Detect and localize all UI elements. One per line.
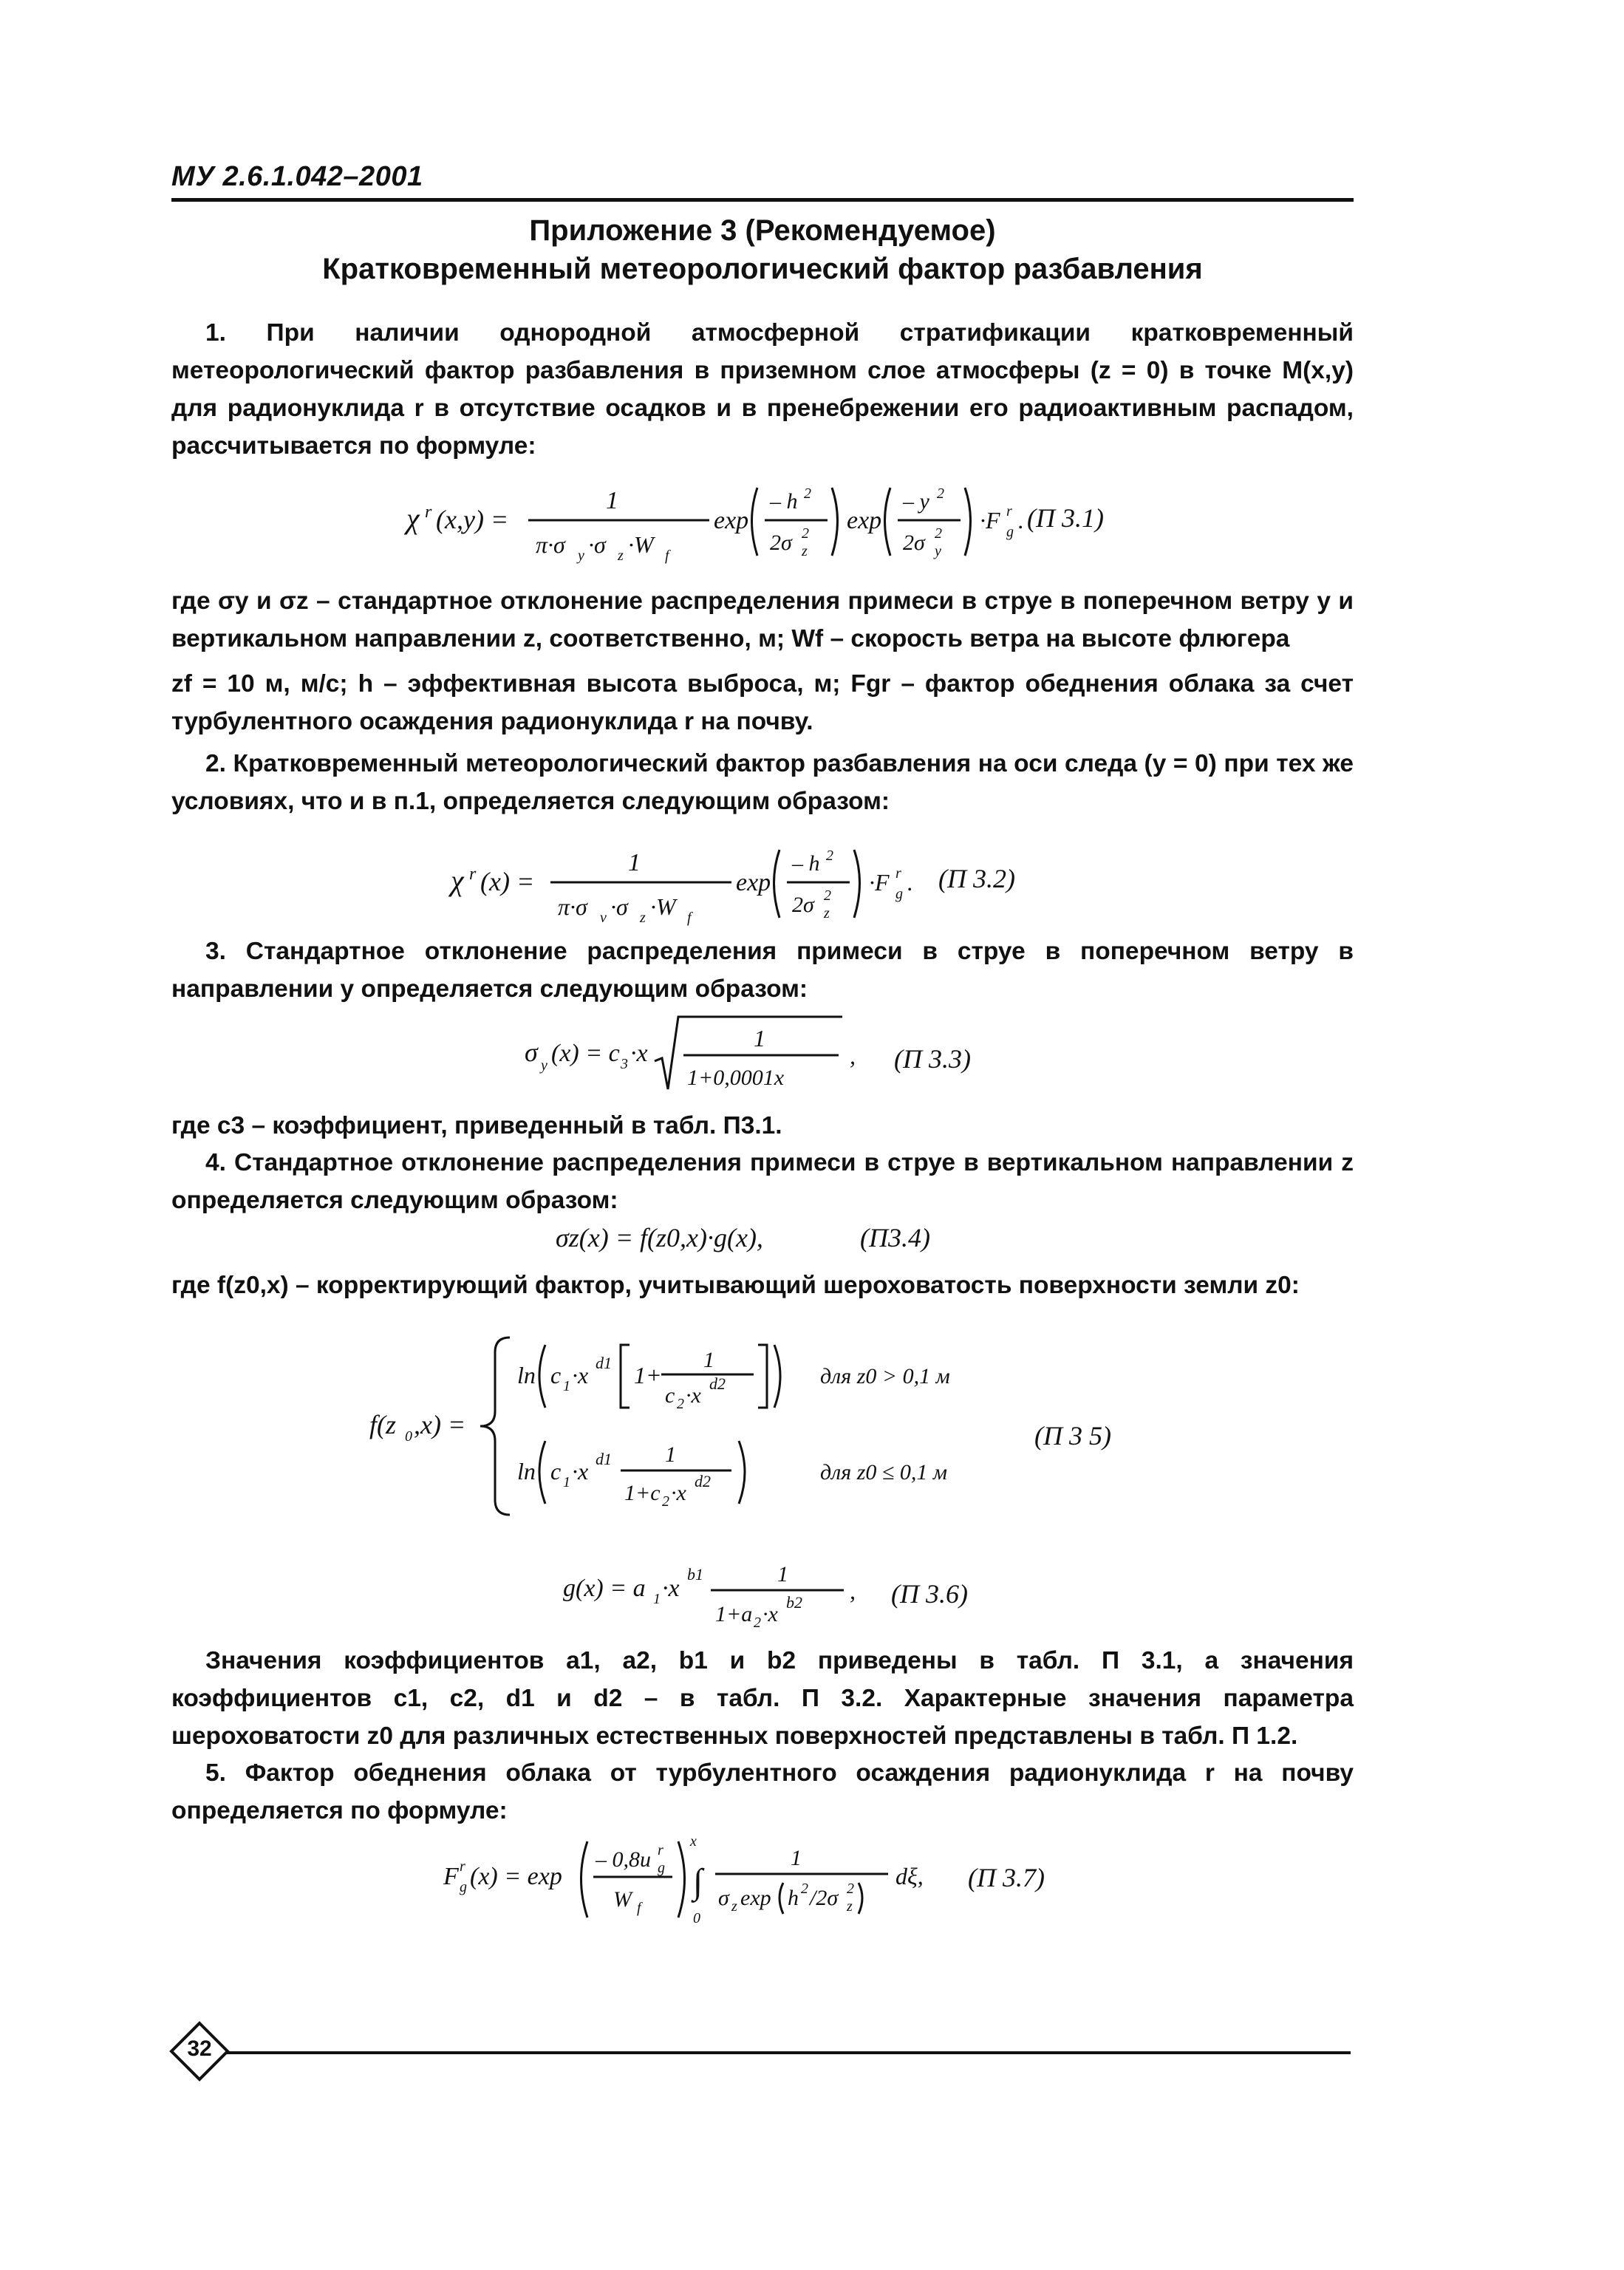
svg-text:z: z bbox=[640, 910, 646, 926]
svg-text:1+: 1+ bbox=[634, 1362, 662, 1388]
svg-text:d2: d2 bbox=[709, 1374, 726, 1393]
svg-text:z: z bbox=[618, 548, 624, 564]
appendix-title: Приложение 3 (Рекомендуемое) bbox=[529, 214, 996, 247]
svg-text:W: W bbox=[613, 1887, 632, 1912]
svg-text:.: . bbox=[1018, 507, 1024, 534]
svg-text:y: y bbox=[935, 543, 941, 559]
svg-text:σ: σ bbox=[718, 1886, 729, 1910]
svg-text:(x) = c: (x) = c bbox=[551, 1040, 620, 1067]
svg-text:(x) =: (x) = bbox=[480, 867, 535, 896]
svg-text:χ: χ bbox=[451, 864, 464, 897]
svg-text:·W: ·W bbox=[650, 893, 676, 920]
svg-text:2: 2 bbox=[804, 485, 811, 502]
svg-text:2: 2 bbox=[754, 1615, 761, 1631]
svg-text:2σ: 2σ bbox=[903, 531, 925, 555]
svg-text:– y: – y bbox=[903, 489, 929, 514]
svg-text:dξ,: dξ, bbox=[895, 1863, 924, 1889]
formula-number-4: (П3.4) bbox=[860, 1223, 930, 1252]
svg-text:exp: exp bbox=[714, 507, 749, 534]
footer-divider bbox=[222, 2051, 1351, 2054]
formula-p3-3 bbox=[517, 1009, 887, 1102]
formula-number-6: (П 3.6) bbox=[891, 1579, 968, 1609]
svg-text:.: . bbox=[907, 869, 913, 896]
svg-text:2σ: 2σ bbox=[792, 893, 814, 917]
svg-text:χ: χ bbox=[406, 502, 420, 535]
paragraph-5: 5. Фактор обеднения облака от турбулентного осаждения радионуклида r на почву определяется по формуле: bbox=[171, 1759, 1354, 1824]
svg-text:1: 1 bbox=[628, 849, 641, 876]
svg-text:b2: b2 bbox=[786, 1593, 802, 1612]
paragraph-1: 1. При наличии однородной атмосферной стратификации кратковременный метеорологический фактор разбавления в приземном слое атмосферы (z = 0) в точке M(x,y) для радионуклида r в отсутствие осадков и в пренебрежении его радиоактивным распадом, рассчитывается по формуле: bbox=[171, 319, 1354, 460]
svg-text:1+0,0001x: 1+0,0001x bbox=[687, 1066, 785, 1090]
formula-number-3: (П 3.3) bbox=[894, 1044, 971, 1074]
svg-text:h: h bbox=[788, 1886, 799, 1910]
svg-text:·F: ·F bbox=[869, 869, 890, 896]
formula-p3-2 bbox=[443, 835, 961, 942]
svg-text:– 0,8u: – 0,8u bbox=[596, 1847, 651, 1872]
svg-text:g: g bbox=[1006, 524, 1014, 540]
svg-text:1+a: 1+a bbox=[715, 1602, 753, 1626]
svg-text:g(x) = a: g(x) = a bbox=[563, 1575, 646, 1602]
svg-text:r: r bbox=[1006, 503, 1012, 519]
header-divider bbox=[171, 198, 1354, 202]
paragraph-2: 2. Кратковременный метеорологический фактор разбавления на оси следа (y = 0) при тех же условиях, что и в п.1, определяется следующим образом: bbox=[171, 750, 1354, 815]
formula-5-case-1: для z0 > 0,1 м bbox=[820, 1364, 950, 1388]
formula-number-2: (П 3.2) bbox=[938, 864, 1015, 893]
svg-text:z: z bbox=[802, 543, 808, 559]
svg-text:r: r bbox=[425, 502, 432, 522]
svg-text:– h: – h bbox=[770, 489, 798, 514]
svg-text:·x: ·x bbox=[662, 1575, 680, 1602]
svg-text:·x: ·x bbox=[572, 1362, 589, 1388]
svg-text:r: r bbox=[895, 865, 901, 882]
svg-text:2: 2 bbox=[802, 525, 809, 542]
svg-text:d1: d1 bbox=[596, 1354, 612, 1372]
svg-text:f: f bbox=[637, 1900, 641, 1916]
svg-text:c: c bbox=[550, 1458, 562, 1485]
svg-text:g: g bbox=[460, 1879, 467, 1895]
svg-text:z: z bbox=[824, 905, 830, 921]
svg-text:1: 1 bbox=[606, 487, 618, 514]
svg-text:∫: ∫ bbox=[693, 1862, 703, 1901]
formula-p3-4: σz(x) = f(z0,x)·g(x), bbox=[556, 1223, 763, 1252]
formula-p3-1 bbox=[384, 473, 1049, 580]
paragraph-4-values: Значения коэффициентов a1, a2, b1 и b2 приведены в табл. П 3.1, а значения коэффициентов c1, c2, d1 и d2 – в табл. П 3.2. Характерные значения параметра шероховатости z0 для различных естественных поверхностей представлены в табл. П 1.2. bbox=[171, 1647, 1354, 1750]
svg-text:1: 1 bbox=[653, 1591, 661, 1607]
svg-text:·W: ·W bbox=[628, 531, 654, 558]
paragraph-1-where-a: где σy и σz – стандартное отклонение распределения примеси в струе в поперечном ветру y и вертикальном направлении z, соответственно, м; Wf – скорость ветра на высоте флюгера bbox=[171, 587, 1354, 652]
svg-text:F: F bbox=[443, 1863, 459, 1890]
svg-text:z: z bbox=[847, 1898, 853, 1915]
svg-text:d1: d1 bbox=[596, 1450, 612, 1468]
svg-text:– h: – h bbox=[792, 851, 820, 876]
svg-text:3: 3 bbox=[621, 1056, 628, 1072]
svg-text:2: 2 bbox=[662, 1493, 669, 1510]
svg-text:v: v bbox=[600, 910, 607, 926]
svg-text:1: 1 bbox=[777, 1562, 788, 1586]
svg-text:(x) = exp: (x) = exp bbox=[470, 1863, 562, 1890]
svg-text:1: 1 bbox=[791, 1846, 802, 1870]
svg-text:ln: ln bbox=[517, 1362, 536, 1388]
svg-text:2: 2 bbox=[677, 1396, 684, 1412]
svg-text:·x: ·x bbox=[686, 1383, 701, 1408]
formula-5-case-2: для z0 ≤ 0,1 м bbox=[820, 1460, 947, 1485]
svg-text:x: x bbox=[690, 1833, 697, 1850]
svg-text:1: 1 bbox=[563, 1474, 570, 1490]
formula-number-1: (П 3.1) bbox=[1027, 503, 1104, 533]
svg-text:1: 1 bbox=[563, 1378, 570, 1394]
paragraph-1-where-b: zf = 10 м, м/с; h – эффективная высота выброса, м; Fgr – фактор обеднения облака за счет турбулентного осаждения радионуклида r на почву. bbox=[171, 670, 1354, 735]
svg-text:r: r bbox=[469, 865, 477, 884]
formula-p3-5 bbox=[369, 1323, 1034, 1533]
svg-text:ln: ln bbox=[517, 1458, 536, 1485]
document-code: МУ 2.6.1.042–2001 bbox=[171, 161, 423, 192]
svg-text:(x,y) =: (x,y) = bbox=[436, 505, 509, 534]
formula-p3-6 bbox=[563, 1544, 903, 1644]
svg-text:1: 1 bbox=[754, 1025, 765, 1052]
svg-text:exp: exp bbox=[847, 507, 882, 534]
paragraph-3: 3. Стандартное отклонение распределения примеси в струе в поперечном ветру в направлении y определяется следующим образом: bbox=[171, 938, 1354, 1003]
svg-text:2: 2 bbox=[937, 485, 944, 502]
svg-text:y: y bbox=[541, 1057, 547, 1074]
svg-text:2: 2 bbox=[801, 1881, 808, 1897]
svg-text:0: 0 bbox=[693, 1910, 700, 1926]
formula-p3-7 bbox=[443, 1825, 975, 1940]
svg-text:2: 2 bbox=[935, 525, 942, 542]
svg-text:1+c: 1+c bbox=[624, 1481, 661, 1505]
appendix-subtitle: Кратковременный метеорологический фактор разбавления bbox=[322, 253, 1203, 285]
svg-text:y: y bbox=[578, 548, 584, 564]
svg-text:f: f bbox=[687, 910, 692, 926]
paragraph-3-where: где c3 – коэффициент, приведенный в табл. П3.1. bbox=[171, 1112, 782, 1139]
svg-text:g: g bbox=[895, 886, 903, 902]
formula-number-5: (П 3 5) bbox=[1034, 1421, 1111, 1451]
svg-text:exp: exp bbox=[736, 869, 771, 896]
svg-text:·x: ·x bbox=[572, 1458, 589, 1485]
svg-text:c: c bbox=[550, 1362, 562, 1388]
svg-text:1: 1 bbox=[665, 1442, 676, 1467]
svg-text:g: g bbox=[658, 1860, 665, 1876]
svg-text:2: 2 bbox=[847, 1881, 854, 1897]
page-number: 32 bbox=[187, 2036, 212, 2061]
svg-text:z: z bbox=[731, 1898, 737, 1915]
formula-number-7: (П 3.7) bbox=[968, 1863, 1045, 1892]
svg-text:·F: ·F bbox=[980, 507, 1000, 534]
svg-text:/2σ: /2σ bbox=[810, 1886, 839, 1910]
svg-text:0: 0 bbox=[405, 1428, 412, 1445]
svg-text:,: , bbox=[850, 1043, 856, 1069]
paragraph-4-where: где f(z0,x) – корректирующий фактор, учитывающий шероховатость поверхности земли z0: bbox=[171, 1272, 1300, 1299]
svg-text:·σ: ·σ bbox=[588, 531, 606, 558]
svg-text:π·σ: π·σ bbox=[536, 531, 565, 558]
svg-text:d2: d2 bbox=[695, 1472, 711, 1490]
svg-text:σ: σ bbox=[525, 1037, 538, 1067]
svg-text:r: r bbox=[460, 1858, 465, 1875]
svg-text:2σ: 2σ bbox=[770, 531, 792, 555]
svg-text:f: f bbox=[665, 548, 669, 564]
paragraph-4: 4. Стандартное отклонение распределения примеси в струе в вертикальном направлении z определяется следующим образом: bbox=[171, 1149, 1354, 1214]
svg-text:·σ: ·σ bbox=[610, 893, 628, 920]
svg-text:,x) =: ,x) = bbox=[414, 1410, 466, 1439]
svg-text:·x: ·x bbox=[630, 1040, 648, 1067]
svg-text:exp: exp bbox=[740, 1886, 771, 1910]
svg-text:,: , bbox=[850, 1578, 856, 1604]
svg-text:1: 1 bbox=[703, 1348, 714, 1372]
svg-text:·x: ·x bbox=[671, 1481, 686, 1505]
svg-text:r: r bbox=[658, 1842, 663, 1858]
svg-text:π·σ: π·σ bbox=[558, 893, 587, 920]
svg-text:b1: b1 bbox=[687, 1565, 703, 1584]
svg-text:·x: ·x bbox=[762, 1602, 778, 1626]
svg-text:2: 2 bbox=[824, 887, 831, 904]
svg-text:f(z: f(z bbox=[369, 1410, 396, 1439]
svg-text:2: 2 bbox=[826, 848, 833, 864]
svg-text:c: c bbox=[665, 1383, 675, 1408]
